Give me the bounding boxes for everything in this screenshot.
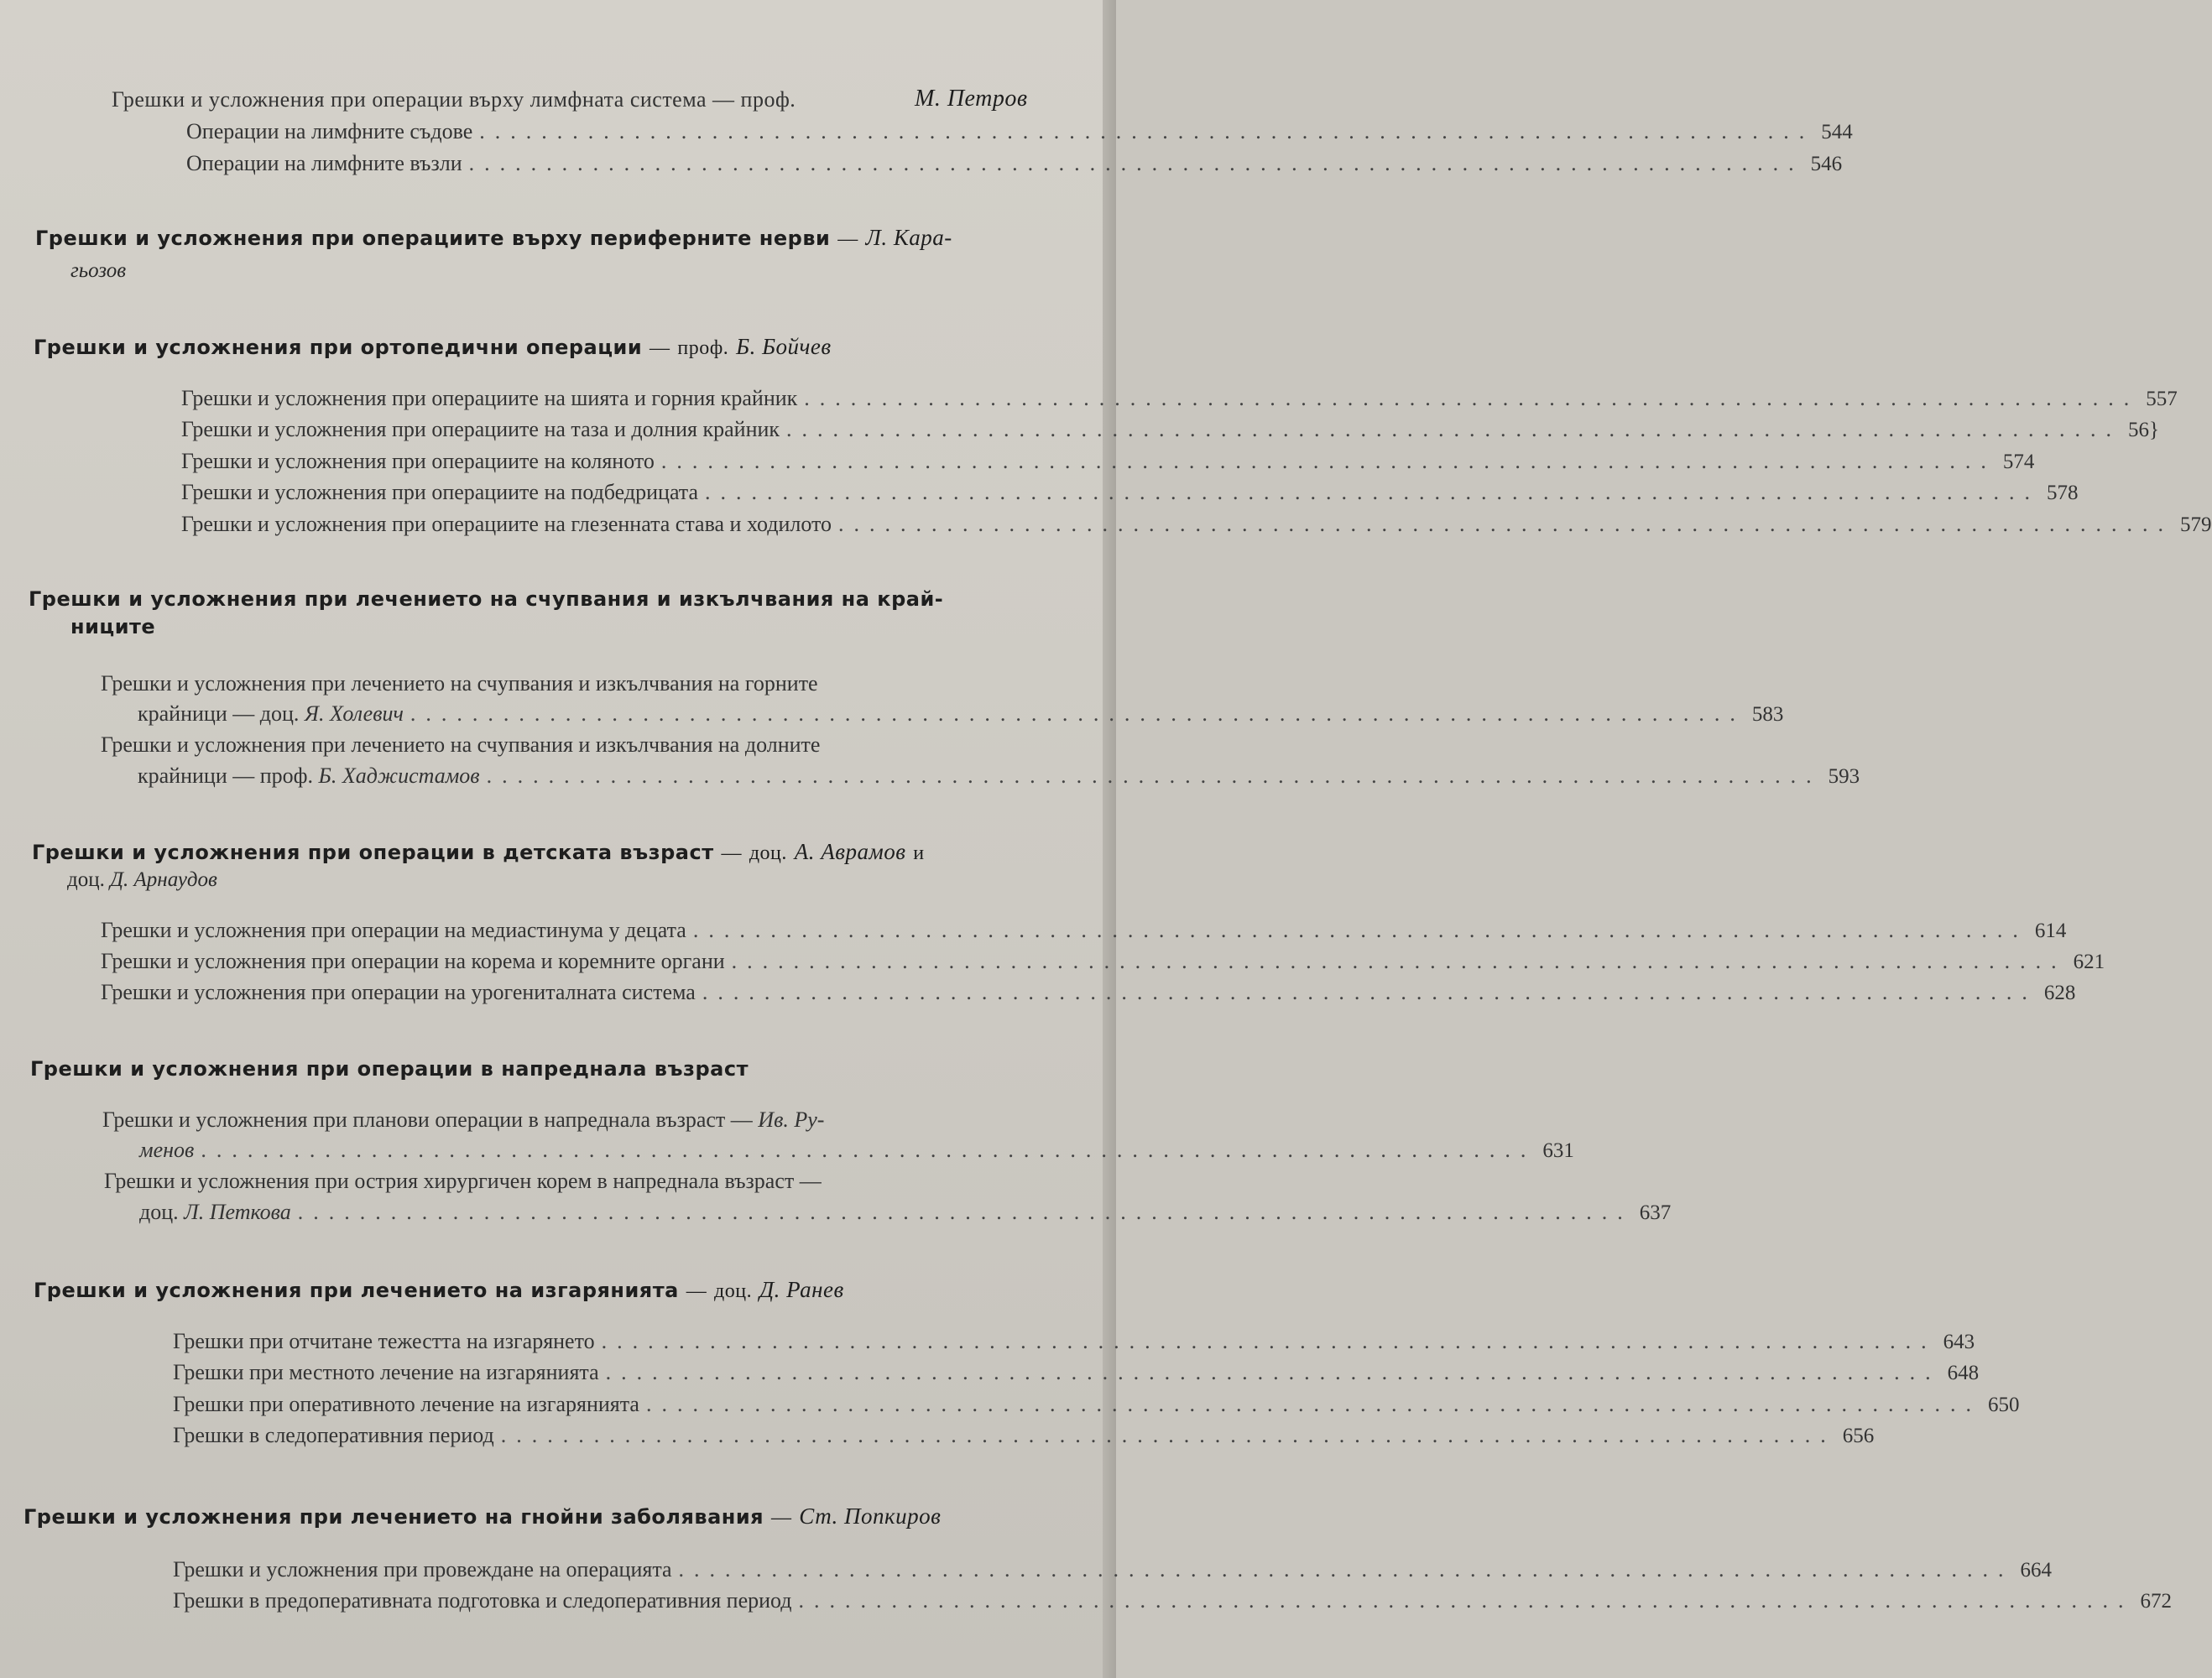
toc-entry [181,480,2079,505]
entry-title: Грешки и усложнения при операциите на таза и долния крайник [181,417,780,441]
leader-dots: ...................................................................................... [601,1329,1937,1353]
page-number: 621 [2073,951,2105,973]
section-heading-lymph [112,87,796,112]
toc-entry [181,386,2178,411]
author-name: Ив. Ру- [758,1107,825,1132]
entry-title-cont [139,1200,291,1225]
author-name: Б. Хаджистамов [318,763,480,788]
section-heading-fractures: Грешки и усложнения при лечението на счупвания и изкълчвания на край- [29,587,944,611]
entry-title: Грешки и усложнения при операциите на глезенната става и ходилото [181,512,832,536]
leader-dots: ...................................................................................... [798,1588,2134,1613]
page-number: 56} [2128,419,2160,441]
section-heading-children [32,839,925,865]
leader-dots: ...................................................................................... [838,512,2174,536]
page-number: 628 [2043,982,2076,1004]
entry-title: Грешки и усложнения при операциите на шията и горния крайник [181,386,798,410]
section-heading-burns [34,1277,844,1303]
leader-dots: ...................................................................................... [201,1138,1536,1162]
entry-title: Операции на лимфните възли [186,151,462,175]
author-name: менов [139,1138,195,1162]
author-name: Ст. Попкиров [799,1503,942,1529]
section-heading-purulent [23,1503,941,1529]
leader-dots: ...................................................................................... [731,949,2067,973]
leader-dots: ...................................................................................... [804,386,2140,410]
entry-title: Грешки и усложнения при провеждане на операцията [173,1557,672,1582]
leader-dots: ...................................................................................... [786,417,2122,441]
entry-title: Операции на лимфните съдове [186,119,473,143]
author-prefix: проф. [677,337,729,359]
section-heading-ortho [34,334,832,360]
author-name: Б. Бойчев [736,334,832,359]
heading-text: Грешки и усложнения при операциите върху периферните нерви [35,227,831,250]
section-heading-nerves [35,225,952,251]
page-number: 557 [2146,388,2178,410]
heading-text: Грешки и усложнения при операции в детската възраст [32,841,714,864]
author2-line [67,868,217,892]
leader-dots: ...................................................................................... [468,151,1804,175]
dash: — [837,228,858,250]
entry-title-cont [139,1138,194,1163]
entry-title: Грешки и усложнения при острия хирургичен корем в напреднала възраст — [104,1169,822,1193]
dash: — [770,1507,792,1529]
entry-title: Грешки в предоперативната подготовка и следоперативния период [173,1588,792,1613]
author-prefix: крайници — проф. [138,763,314,788]
heading-text: Грешки и усложнения при лечението на изгарянията [34,1279,679,1302]
toc-entry [101,949,2105,974]
author-prefix: доц. [714,1280,753,1302]
leader-dots: ...................................................................................... [645,1392,1981,1416]
section-heading-elderly: Грешки и усложнения при операции в напреднала възраст [30,1057,749,1081]
dash: — [650,337,670,359]
page-number: 637 [1639,1201,1672,1224]
leader-dots: ...................................................................................... [605,1360,1941,1384]
leader-dots: ...................................................................................... [702,980,2037,1004]
leader-dots: ...................................................................................... [678,1557,2014,1582]
toc-entry [139,1200,1672,1225]
entry-title: Грешки и усложнения при операциите на коляното [181,449,655,473]
page-number: 643 [1943,1331,1975,1353]
page-number: 672 [2140,1590,2172,1613]
entry-title: Грешки при оперативното лечение на изгарянията [173,1392,639,1416]
entry-title: Грешки в следоперативния период [173,1423,494,1447]
toc-entry [173,1360,1980,1385]
leader-dots: ...................................................................................... [705,480,2041,504]
author-prefix: крайници — доц. [138,701,300,726]
author-name: Л. Петкова [184,1200,291,1224]
entry-title: Грешки и усложнения при операциите на подбедрицата [181,480,699,504]
author-name: Д. Арнаудов [110,868,217,891]
author-prefix: доц. [139,1200,179,1224]
toc-entry [173,1588,2172,1613]
dash: — [686,1280,707,1302]
toc-entry [181,417,2160,442]
author-name: М. Петров [915,86,1028,112]
page-number: 650 [1987,1394,2020,1416]
author-label: проф. [740,87,796,112]
heading-text: Грешки и усложнения при операции върху лимфната система [112,87,707,112]
entry-title-text: Грешки и усложнения при планови операции в напреднала възраст — [102,1107,753,1132]
leader-dots: ...................................................................................... [692,918,2028,942]
author-name: Д. Ранев [759,1277,844,1302]
entry-title: Грешки при местното лечение на изгарянията [173,1360,599,1384]
author-prefix: доц. [749,842,787,864]
page-number: 614 [2034,920,2067,942]
toc-entry [181,512,2212,537]
page-number: 544 [1821,121,1853,143]
entry-title-cont [138,763,480,789]
toc-entry [186,119,1853,144]
author-lymph [915,86,1027,112]
section-heading-fractures-cont: ниците [70,615,156,638]
page-number: 583 [1751,703,1784,726]
page-number: 574 [2002,451,2035,473]
toc-entry [173,1423,1875,1448]
entry-title: Грешки при отчитане тежестта на изгарянето [173,1329,595,1353]
leader-dots: ...................................................................................... [479,119,1815,143]
page-number: 656 [1842,1425,1875,1447]
heading-text: Грешки и усложнения при лечението на гнойни заболявания [23,1505,764,1529]
page-number: 578 [2047,482,2079,504]
entry-title [102,1107,824,1133]
heading-text: Грешки и усложнения при ортопедични операции [34,336,643,359]
entry-title: Грешки и усложнения при лечението на счупвания и изкълчвания на горните [101,671,818,696]
entry-title: Грешки и усложнения при операции на урогениталната система [101,980,696,1004]
toc-entry [173,1557,2053,1582]
conjunction: и [913,842,925,864]
dash: — [721,842,742,864]
toc-entry [101,980,2076,1005]
author-name: Л. Кара- [865,225,952,250]
page-number: 664 [2020,1559,2053,1582]
dash: — [712,87,735,112]
page-number: 631 [1542,1139,1574,1162]
author-prefix: доц. [67,868,105,891]
toc-entry [186,151,1843,176]
toc-entry [181,449,2035,474]
leader-dots: ...................................................................................... [486,763,1822,788]
entry-title-cont [138,701,404,727]
toc-entry [138,763,1860,789]
toc-entry [138,701,1784,727]
entry-title: Грешки и усложнения при лечението на счупвания и изкълчвания на долните [101,732,821,757]
author-name: А. Аврамов [794,839,906,864]
page-number: 648 [1947,1362,1980,1384]
page-number: 579 [2180,513,2212,536]
entry-title: Грешки и усложнения при операции на корема и коремните органи [101,949,725,973]
entry-title: Грешки и усложнения при операции на медиастинума у децата [101,918,686,942]
toc-entry [173,1392,2020,1417]
toc-entry [139,1138,1574,1163]
toc-entry [173,1329,1975,1354]
leader-dots: ...................................................................................... [410,701,1745,726]
toc-entry [101,918,2067,943]
page-number: 593 [1828,765,1860,788]
author-continuation: гьозов [70,259,127,282]
leader-dots: ...................................................................................... [660,449,1996,473]
leader-dots: ...................................................................................... [297,1200,1633,1224]
leader-dots: ...................................................................................... [500,1423,1836,1447]
page-number: 546 [1810,153,1843,175]
author-name: Я. Холевич [304,701,404,726]
